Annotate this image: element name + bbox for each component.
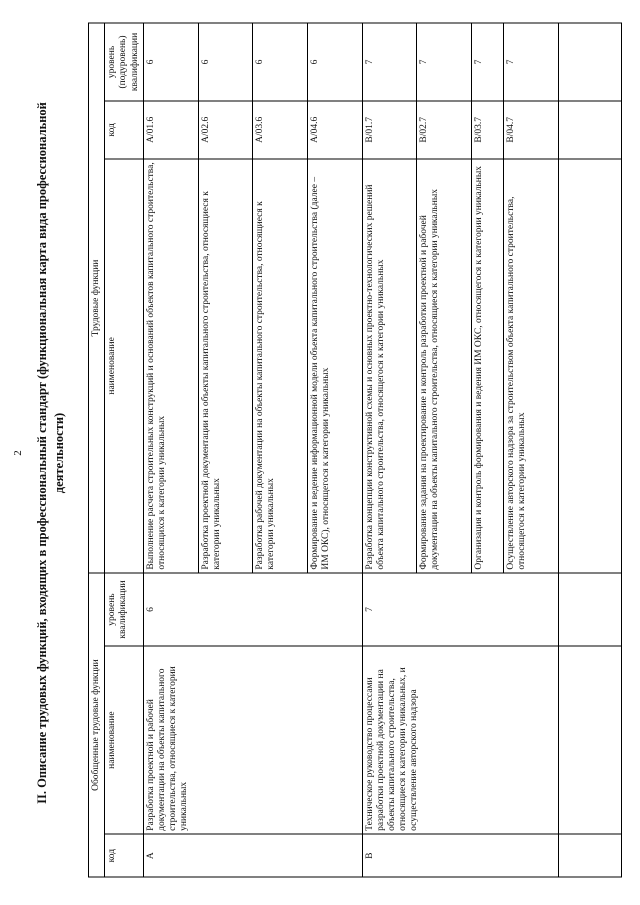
labor-functions-table-wrapper bbox=[88, 22, 622, 877]
empty-cell bbox=[559, 100, 622, 158]
labor-function-level: 7 bbox=[504, 23, 559, 101]
header-generalized-functions: Обобщенные трудовые функции bbox=[89, 573, 105, 877]
labor-function-name: Формирование задания на проектирование и контроль разработки проектной и рабочей документации на объекты капитального строительства, относящиеся к категории уникальных bbox=[417, 158, 472, 572]
table-header-column-row bbox=[105, 23, 144, 877]
group-code: A bbox=[143, 834, 362, 877]
labor-function-name: Разработка концепции конструктивной схемы и основных проектно-технологических решений объекта капитального строительства, относящегося к категории уникальных bbox=[362, 158, 417, 572]
group-code: B bbox=[362, 834, 558, 877]
table-row bbox=[143, 23, 198, 877]
labor-functions-table bbox=[88, 22, 622, 877]
col-labor-code: код bbox=[105, 100, 144, 158]
labor-function-level: 7 bbox=[417, 23, 472, 101]
group-level: 7 bbox=[362, 573, 558, 646]
empty-cell bbox=[559, 573, 622, 646]
labor-function-name: Организация и контроль формирования и ведения ИМ ОКС, относящегося к категории уникальных bbox=[471, 158, 503, 572]
labor-function-code: A/01.6 bbox=[143, 100, 198, 158]
labor-function-code: B/04.7 bbox=[504, 100, 559, 158]
labor-function-name: Разработка рабочей документации на объекты капитального строительства, относящиеся к категории уникальных bbox=[253, 158, 308, 572]
col-group-name: наименование bbox=[105, 645, 144, 833]
labor-function-level: 6 bbox=[143, 23, 198, 101]
labor-function-level: 7 bbox=[471, 23, 503, 101]
labor-function-code: A/03.6 bbox=[253, 100, 308, 158]
empty-cell bbox=[559, 158, 622, 572]
page-title: II. Описание трудовых функций, входящих в профессиональный стандарт (функциональная карта вида профессиональной деятельности) bbox=[35, 101, 66, 804]
group-name: Техническое руководство процессами разработки проектной документации на объекты капитального строительства, относящиеся к категории уникальных, и осуществление авторского надзора bbox=[362, 645, 558, 833]
labor-function-code: A/04.6 bbox=[307, 100, 362, 158]
labor-function-code: B/01.7 bbox=[362, 100, 417, 158]
labor-function-code: B/03.7 bbox=[471, 100, 503, 158]
labor-function-level: 6 bbox=[307, 23, 362, 101]
group-name: Разработка проектной и рабочей документации на объекты капитального строительства, относящиеся к категории уникальных bbox=[143, 645, 362, 833]
col-labor-level: уровень (подуровень) квалификации bbox=[105, 23, 144, 101]
labor-function-name: Выполнение расчета строительных конструкций и оснований объектов капитального строительства, относящихся к категории уникальных bbox=[143, 158, 198, 572]
col-group-code: код bbox=[105, 834, 144, 877]
col-labor-name: наименование bbox=[105, 158, 144, 572]
labor-function-level: 7 bbox=[362, 23, 417, 101]
labor-function-level: 6 bbox=[198, 23, 253, 101]
table-row bbox=[362, 23, 417, 877]
col-group-level: уровень квалификации bbox=[105, 573, 144, 646]
labor-function-name: Формирование и ведение информационной модели объекта капитального строительства (далее – ИМ ОКС), относящегося к категории уникальных bbox=[307, 158, 362, 572]
header-labor-functions: Трудовые функции bbox=[89, 23, 105, 573]
empty-cell bbox=[559, 23, 622, 101]
labor-function-code: A/02.6 bbox=[198, 100, 253, 158]
labor-function-level: 6 bbox=[253, 23, 308, 101]
page-number: 2 bbox=[12, 449, 24, 456]
table-row-empty bbox=[559, 23, 622, 877]
empty-cell bbox=[559, 834, 622, 877]
empty-cell bbox=[559, 645, 622, 833]
group-level: 6 bbox=[143, 573, 362, 646]
labor-function-name: Осуществление авторского надзора за строительством объекта капитального строительства, относящегося к категории уникальных bbox=[504, 158, 559, 572]
labor-function-code: B/02.7 bbox=[417, 100, 472, 158]
table-header-group-row bbox=[89, 23, 105, 877]
labor-function-name: Разработка проектной документации на объекты капитального строительства, относящиеся к категории уникальных bbox=[198, 158, 253, 572]
